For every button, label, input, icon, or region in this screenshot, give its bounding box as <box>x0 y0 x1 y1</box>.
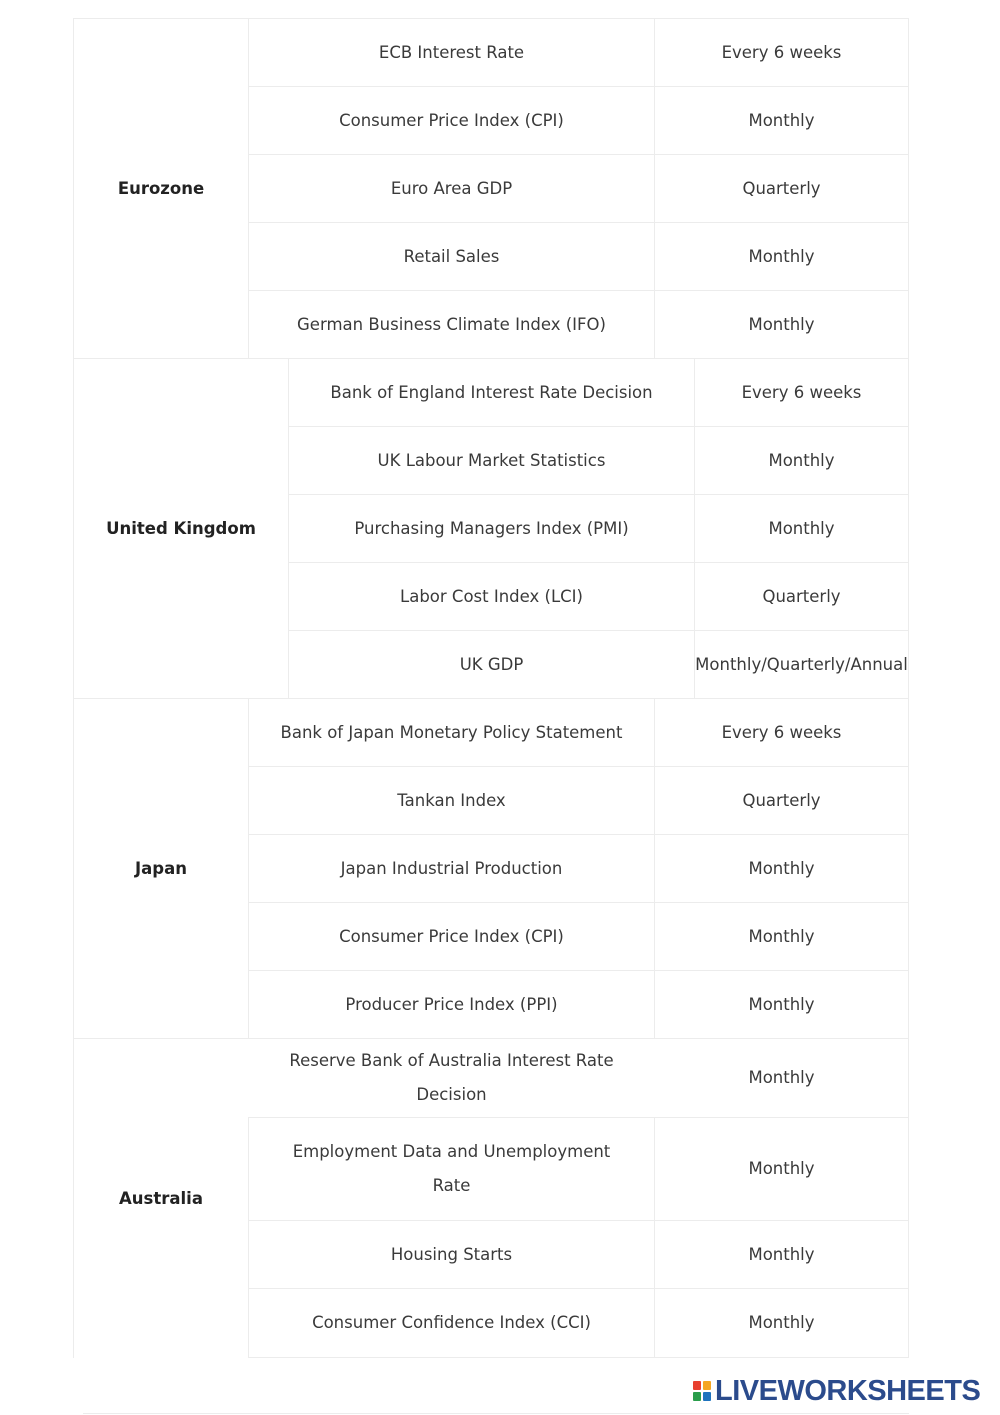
table-row <box>248 290 908 358</box>
country-label: Australia <box>74 1038 248 1358</box>
liveworksheets-watermark <box>693 1374 980 1408</box>
brand-name: LIVEWORKSHEETS <box>715 1374 981 1407</box>
indicator-cell: UK Labour Market Statistics <box>288 427 694 494</box>
indicator-cell: Retail Sales <box>248 223 654 290</box>
table-row <box>248 834 908 902</box>
page-divider <box>83 1413 909 1414</box>
indicator-cell: UK GDP <box>288 631 694 698</box>
table-row <box>248 970 908 1038</box>
frequency-cell: Monthly <box>654 291 908 358</box>
country-group-united-kingdom <box>73 358 909 698</box>
indicator-cell: Labor Cost Index (LCI) <box>288 563 694 630</box>
frequency-cell: Monthly <box>654 87 908 154</box>
indicator-cell: Consumer Price Index (CPI) <box>248 903 654 970</box>
table-row <box>248 1117 908 1220</box>
table-row <box>288 426 908 494</box>
indicator-cell: Japan Industrial Production <box>248 835 654 902</box>
frequency-cell: Every 6 weeks <box>654 699 908 766</box>
frequency-cell: Every 6 weeks <box>694 359 908 426</box>
logo-tile <box>703 1392 711 1401</box>
indicators-table <box>73 18 909 1358</box>
indicator-cell: Producer Price Index (PPI) <box>248 971 654 1038</box>
indicator-cell: Consumer Price Index (CPI) <box>248 87 654 154</box>
frequency-cell: Quarterly <box>694 563 908 630</box>
frequency-cell: Monthly <box>654 1221 908 1288</box>
frequency-cell: Monthly <box>654 835 908 902</box>
table-row <box>248 86 908 154</box>
indicator-cell: ECB Interest Rate <box>248 19 654 86</box>
indicator-cell: Purchasing Managers Index (PMI) <box>288 495 694 562</box>
frequency-cell: Quarterly <box>654 767 908 834</box>
table-row <box>248 154 908 222</box>
logo-tile <box>693 1392 701 1401</box>
logo-tile <box>703 1381 711 1390</box>
indicator-cell: Bank of England Interest Rate Decision <box>288 359 694 426</box>
indicator-cell: Euro Area GDP <box>248 155 654 222</box>
indicator-cell: Consumer Confidence Index (CCI) <box>248 1289 654 1357</box>
table-row <box>248 698 908 766</box>
indicator-cell: Employment Data and Unemployment Rate <box>248 1118 654 1220</box>
country-group-eurozone <box>73 18 909 358</box>
liveworksheets-logo-icon <box>693 1381 711 1401</box>
frequency-cell: Monthly <box>694 495 908 562</box>
table-row <box>248 1220 908 1288</box>
indicator-cell: Reserve Bank of Australia Interest Rate Decision <box>289 1051 614 1104</box>
indicator-cell: Tankan Index <box>248 767 654 834</box>
table-row <box>288 358 908 426</box>
table-row <box>248 1288 908 1358</box>
frequency-cell: Quarterly <box>654 155 908 222</box>
country-label: Eurozone <box>74 18 248 358</box>
indicator-cell: Bank of Japan Monetary Policy Statement <box>248 699 654 766</box>
frequency-cell: Monthly <box>748 1068 815 1087</box>
frequency-cell: Monthly <box>654 971 908 1038</box>
table-row <box>248 902 908 970</box>
indicator-cell: German Business Climate Index (IFO) <box>248 291 654 358</box>
country-group-japan <box>73 698 909 1038</box>
frequency-cell: Monthly <box>654 1289 908 1357</box>
frequency-cell: Monthly/Quarterly/Annual <box>694 631 908 698</box>
table-row <box>288 630 908 698</box>
country-group-australia <box>73 1038 909 1358</box>
table-row <box>288 494 908 562</box>
country-label: United Kingdom <box>74 358 288 698</box>
frequency-cell: Monthly <box>654 1118 908 1220</box>
table-row <box>248 18 908 86</box>
table-row <box>288 562 908 630</box>
table-row <box>248 1038 908 1117</box>
country-label: Japan <box>74 698 248 1038</box>
frequency-cell: Monthly <box>694 427 908 494</box>
table-row <box>248 222 908 290</box>
frequency-cell: Every 6 weeks <box>654 19 908 86</box>
indicator-cell: Housing Starts <box>248 1221 654 1288</box>
frequency-cell: Monthly <box>654 903 908 970</box>
frequency-cell: Monthly <box>654 223 908 290</box>
table-row <box>248 766 908 834</box>
logo-tile <box>693 1381 701 1390</box>
